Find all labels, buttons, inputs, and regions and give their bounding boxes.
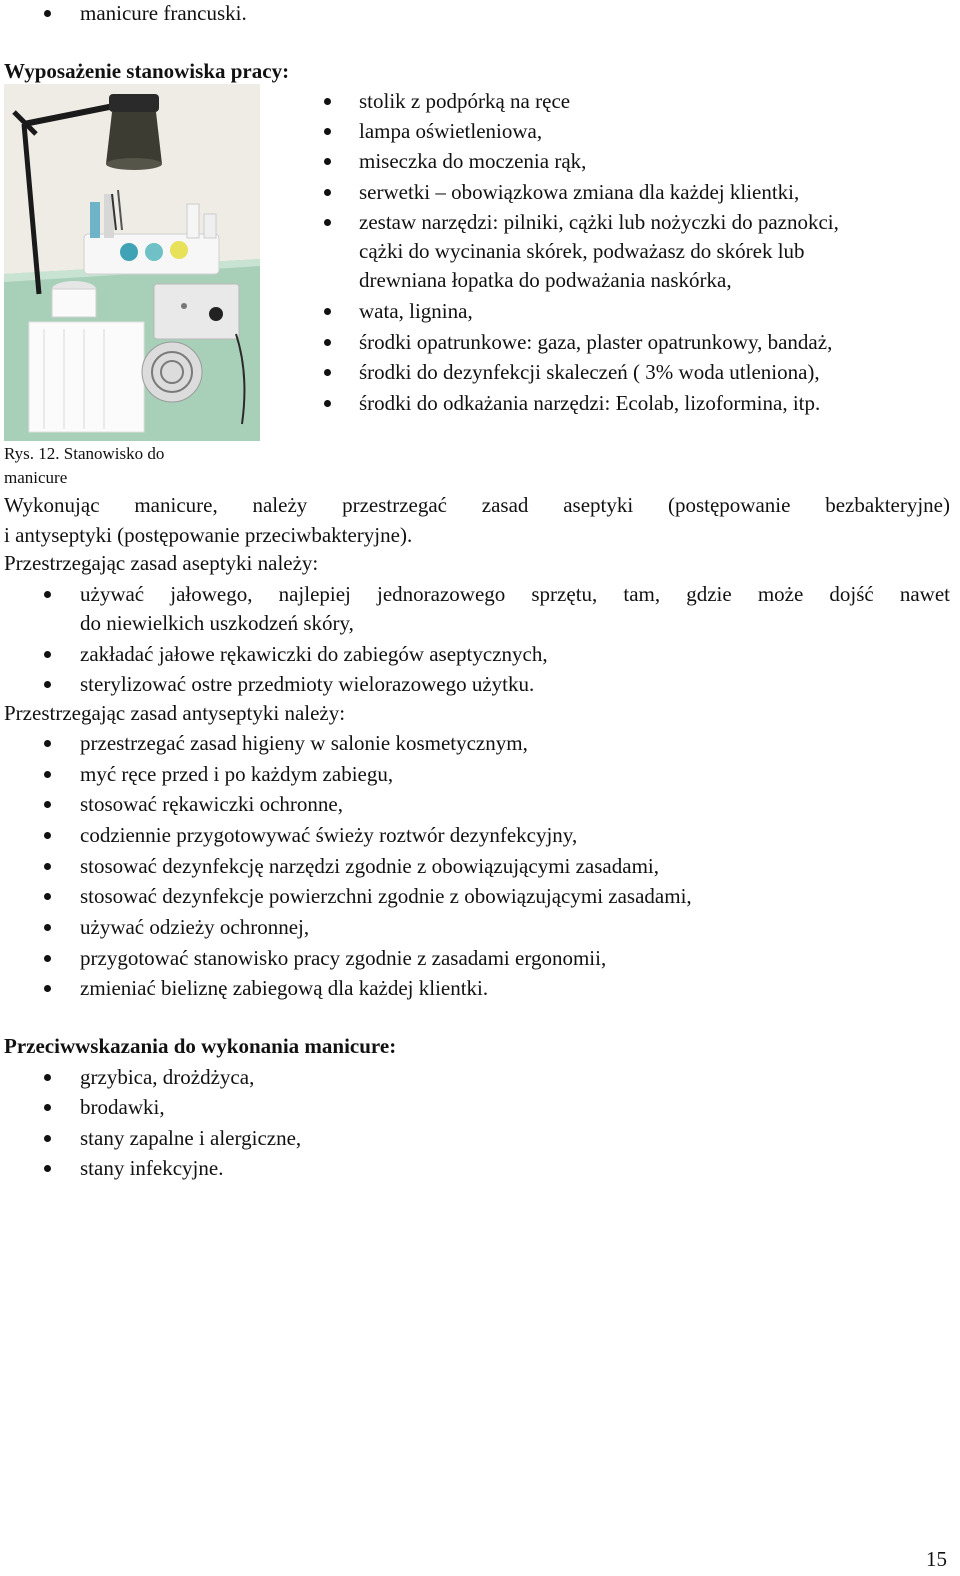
page-number: 15 bbox=[926, 1547, 947, 1571]
bullet bbox=[324, 219, 331, 226]
antiseptic-heading: Przestrzegając zasad antyseptyki należy: bbox=[4, 701, 346, 725]
bullet bbox=[44, 651, 51, 658]
bullet bbox=[44, 801, 51, 808]
list-item: stosować rękawiczki ochronne, bbox=[80, 792, 343, 816]
intro-paragraph-line: Wykonując manicure, należy przestrzegać zasad aseptyki (postępowanie bezbakteryjne) bbox=[4, 493, 950, 517]
aseptic-heading: Przestrzegając zasad aseptyki należy: bbox=[4, 551, 319, 575]
list-item-continuation: cążki do wycinania skórek, podważasz do skórek lub bbox=[359, 239, 805, 263]
figure-caption-line: manicure bbox=[4, 468, 68, 487]
list-item-continuation: drewniana łopatka do podważania naskórka, bbox=[359, 268, 732, 292]
bullet bbox=[44, 863, 51, 870]
list-item-continuation: do niewielkich uszkodzeń skóry, bbox=[80, 611, 354, 635]
list-item: przygotować stanowisko pracy zgodnie z zasadami ergonomii, bbox=[80, 946, 607, 970]
list-item: stosować dezynfekcje powierzchni zgodnie z obowiązującymi zasadami, bbox=[80, 884, 692, 908]
bullet bbox=[324, 189, 331, 196]
bullet bbox=[44, 1135, 51, 1142]
section-heading-contraindications: Przeciwwskazania do wykonania manicure: bbox=[4, 1034, 397, 1058]
list-item: przestrzegać zasad higieny w salonie kosmetycznym, bbox=[80, 731, 528, 755]
bullet bbox=[324, 308, 331, 315]
list-item: zestaw narzędzi: pilniki, cążki lub nożyczki do paznokci, bbox=[359, 210, 839, 234]
list-item: środki do dezynfekcji skaleczeń ( 3% woda utleniona), bbox=[359, 360, 820, 384]
bullet bbox=[44, 893, 51, 900]
list-item: codziennie przygotowywać świeży roztwór dezynfekcyjny, bbox=[80, 823, 578, 847]
bullet bbox=[44, 681, 51, 688]
bullet bbox=[44, 1074, 51, 1081]
list-item: używać jałowego, najlepiej jednorazowego sprzętu, tam, gdzie może dojść nawet bbox=[80, 582, 950, 606]
list-item: zmieniać bieliznę zabiegową dla każdej klientki. bbox=[80, 976, 489, 1000]
figure-caption bbox=[4, 442, 164, 490]
list-item: środki opatrunkowe: gaza, plaster opatrunkowy, bandaż, bbox=[359, 330, 833, 354]
list-item: miseczka do moczenia rąk, bbox=[359, 149, 587, 173]
list-item: myć ręce przed i po każdym zabiegu, bbox=[80, 762, 394, 786]
list-item: używać odzieży ochronnej, bbox=[80, 915, 310, 939]
bullet bbox=[44, 832, 51, 839]
intro-paragraph-line: i antyseptyki (postępowanie przeciwbakteryjne). bbox=[4, 523, 413, 547]
bullet bbox=[324, 128, 331, 135]
bullet bbox=[44, 1165, 51, 1172]
bullet bbox=[44, 771, 51, 778]
list-item: lampa oświetleniowa, bbox=[359, 119, 543, 143]
bullet bbox=[44, 955, 51, 962]
list-item: grzybica, drożdżyca, bbox=[80, 1065, 255, 1089]
bullet bbox=[324, 98, 331, 105]
figure-caption-line: Rys. 12. Stanowisko do bbox=[4, 444, 165, 463]
bullet bbox=[324, 400, 331, 407]
list-item: stosować dezynfekcję narzędzi zgodnie z obowiązującymi zasadami, bbox=[80, 854, 659, 878]
list-item: stany zapalne i alergiczne, bbox=[80, 1126, 302, 1150]
list-item: sterylizować ostre przedmioty wielorazowego użytku. bbox=[80, 672, 535, 696]
list-item: wata, lignina, bbox=[359, 299, 473, 323]
list-item: zakładać jałowe rękawiczki do zabiegów aseptycznych, bbox=[80, 642, 548, 666]
bullet bbox=[44, 924, 51, 931]
list-item: stolik z podpórką na ręce bbox=[359, 89, 571, 113]
manicure-station-photo bbox=[4, 84, 260, 441]
bullet bbox=[324, 369, 331, 376]
list-item: środki do odkażania narzędzi: Ecolab, lizoformina, itp. bbox=[359, 391, 821, 415]
bullet bbox=[44, 1104, 51, 1111]
bullet bbox=[44, 591, 51, 598]
list-item: serwetki – obowiązkowa zmiana dla każdej klientki, bbox=[359, 180, 800, 204]
bullet bbox=[44, 740, 51, 747]
section-heading-equipment: Wyposażenie stanowiska pracy: bbox=[4, 59, 290, 83]
bullet bbox=[44, 985, 51, 992]
bullet bbox=[44, 10, 51, 17]
list-item: manicure francuski. bbox=[80, 1, 247, 25]
bullet bbox=[324, 339, 331, 346]
list-item: stany infekcyjne. bbox=[80, 1156, 224, 1180]
list-item: brodawki, bbox=[80, 1095, 165, 1119]
bullet bbox=[324, 158, 331, 165]
